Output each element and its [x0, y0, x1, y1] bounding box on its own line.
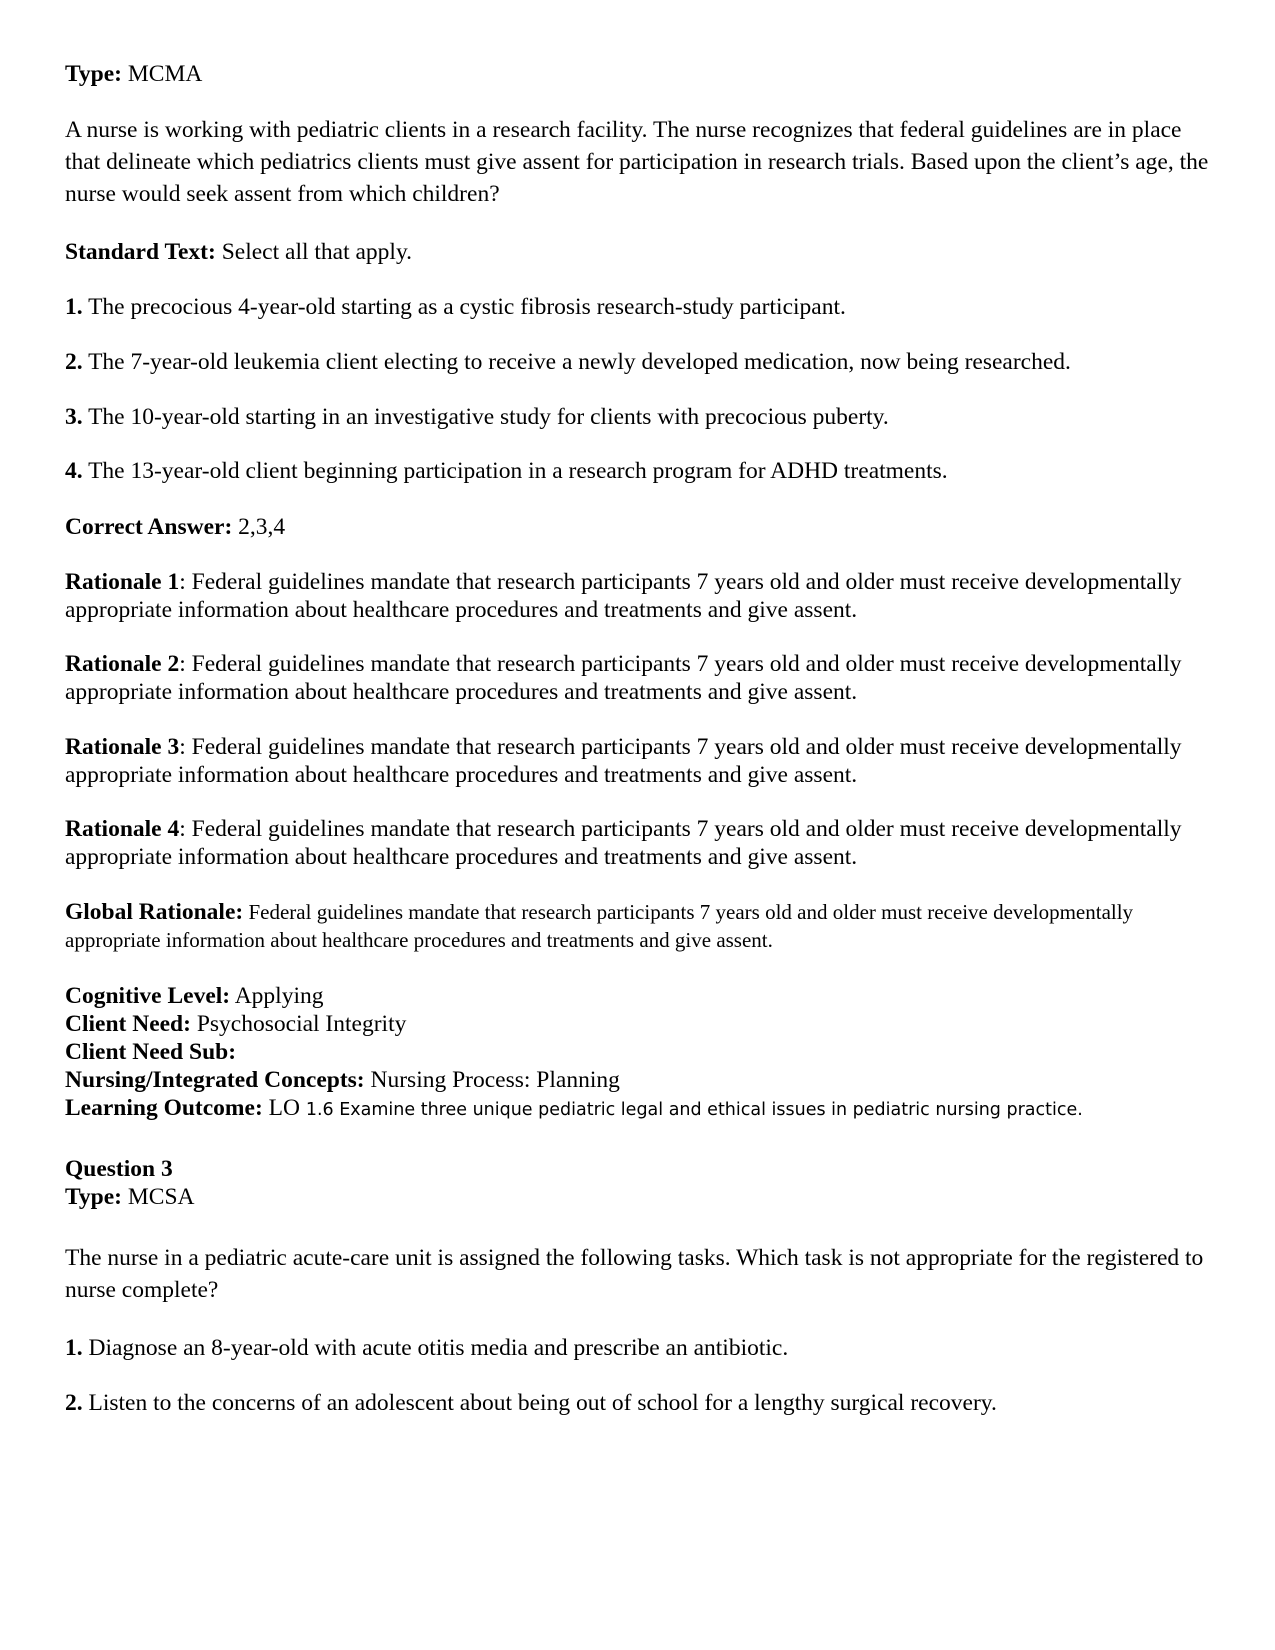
- option-3: [65, 401, 1215, 433]
- option-1: [65, 1332, 1215, 1364]
- learning-outcome: [65, 1094, 1215, 1124]
- type-value: MCMA: [122, 61, 203, 87]
- option-number: 3.: [65, 404, 83, 430]
- option-text: The precocious 4-year-old starting as a cystic fibrosis research-study participant.: [82, 294, 846, 320]
- type-label: Type:: [65, 1184, 123, 1210]
- client-need-value: Psychosocial Integrity: [190, 1011, 407, 1037]
- rationale-label: Rationale 4: [65, 816, 180, 842]
- answer-value: 2,3,4: [232, 514, 286, 540]
- question-stem: A nurse is working with pediatric clients in a research facility. The nurse recognizes that federal guidelines are in place that delineate which pediatrics clients must give assent for participation in research trials. Based upon the client’s age, the nurse would seek assent from which children?: [65, 117, 1209, 207]
- question-heading: Question 3: [65, 1156, 173, 1182]
- learning-outcome-label: Learning Outcome:: [65, 1095, 263, 1121]
- question-metadata: [65, 982, 1215, 1124]
- rationale-text: : Federal guidelines mandate that research participants 7 years old and older must receive developmentally appropriate information about healthcare procedures and treatments and give assent.: [65, 569, 1182, 623]
- nursing-concepts-label: Nursing/Integrated Concepts:: [65, 1067, 365, 1093]
- option-1: [65, 291, 1215, 323]
- standard-text: [65, 236, 1215, 268]
- rationale-text: : Federal guidelines mandate that research participants 7 years old and older must receive developmentally appropriate information about healthcare procedures and treatments and give assent.: [65, 734, 1182, 788]
- option-text: Listen to the concerns of an adolescent about being out of school for a lengthy surgical recovery.: [82, 1390, 997, 1416]
- rationale-label: Rationale 3: [65, 734, 180, 760]
- option-text: The 13-year-old client beginning participation in a research program for ADHD treatments.: [82, 458, 948, 484]
- global-rationale-text: Federal guidelines mandate that research participants 7 years old and older must receive developmentally appropriate information about healthcare procedures and treatments and give assent.: [65, 900, 1134, 952]
- question-type: [65, 1183, 1215, 1211]
- rationale-label: Rationale 1: [65, 569, 180, 595]
- rationale-text: : Federal guidelines mandate that research participants 7 years old and older must receive developmentally appropriate information about healthcare procedures and treatments and give assent.: [65, 651, 1182, 705]
- type-label: Type:: [65, 61, 123, 87]
- option-number: 2.: [65, 349, 83, 375]
- type-value: MCSA: [122, 1184, 195, 1210]
- answer-label: Correct Answer:: [65, 514, 233, 540]
- nursing-concepts-value: Nursing Process: Planning: [364, 1067, 620, 1093]
- client-need: [65, 1010, 1215, 1038]
- question-3-header: [65, 1155, 1215, 1211]
- rationale-1: [65, 568, 1215, 624]
- cognitive-level-value: Applying: [230, 983, 324, 1009]
- standard-label: Standard Text:: [65, 239, 216, 265]
- option-text: The 7-year-old leukemia client electing to receive a newly developed medication, now being researched.: [82, 349, 1071, 375]
- option-text: Diagnose an 8-year-old with acute otitis media and prescribe an antibiotic.: [82, 1335, 789, 1361]
- learning-outcome-value: 1.6 Examine three unique pediatric legal and ethical issues in pediatric nursing practice.: [305, 1100, 1083, 1120]
- option-number: 2.: [65, 1390, 83, 1416]
- cognitive-level: [65, 982, 1215, 1010]
- option-number: 1.: [65, 1335, 83, 1361]
- option-number: 1.: [65, 294, 83, 320]
- rationale-label: Rationale 2: [65, 651, 180, 677]
- option-4: [65, 455, 1215, 487]
- client-need-sub: [65, 1038, 1215, 1066]
- global-rationale-label: Global Rationale:: [65, 899, 244, 925]
- global-rationale: [65, 898, 1215, 954]
- nursing-concepts: [65, 1066, 1215, 1094]
- option-2: [65, 1387, 1215, 1419]
- rationale-4: [65, 815, 1215, 871]
- correct-answer: [65, 511, 1215, 543]
- client-need-sub-label: Client Need Sub:: [65, 1039, 237, 1065]
- cognitive-level-label: Cognitive Level:: [65, 983, 231, 1009]
- question-type: [65, 58, 1215, 90]
- option-2: [65, 346, 1215, 378]
- rationale-2: [65, 650, 1215, 706]
- learning-outcome-lo: LO: [262, 1095, 306, 1121]
- question-stem: The nurse in a pediatric acute-care unit is assigned the following tasks. Which task is not appropriate for the registered to nurse complete?: [65, 1245, 1204, 1303]
- option-text: The 10-year-old starting in an investigative study for clients with precocious puberty.: [82, 404, 889, 430]
- standard-value: Select all that apply.: [215, 239, 413, 265]
- rationale-3: [65, 733, 1215, 789]
- rationale-text: : Federal guidelines mandate that research participants 7 years old and older must receive developmentally appropriate information about healthcare procedures and treatments and give assent.: [65, 816, 1182, 870]
- client-need-label: Client Need:: [65, 1011, 191, 1037]
- option-number: 4.: [65, 458, 83, 484]
